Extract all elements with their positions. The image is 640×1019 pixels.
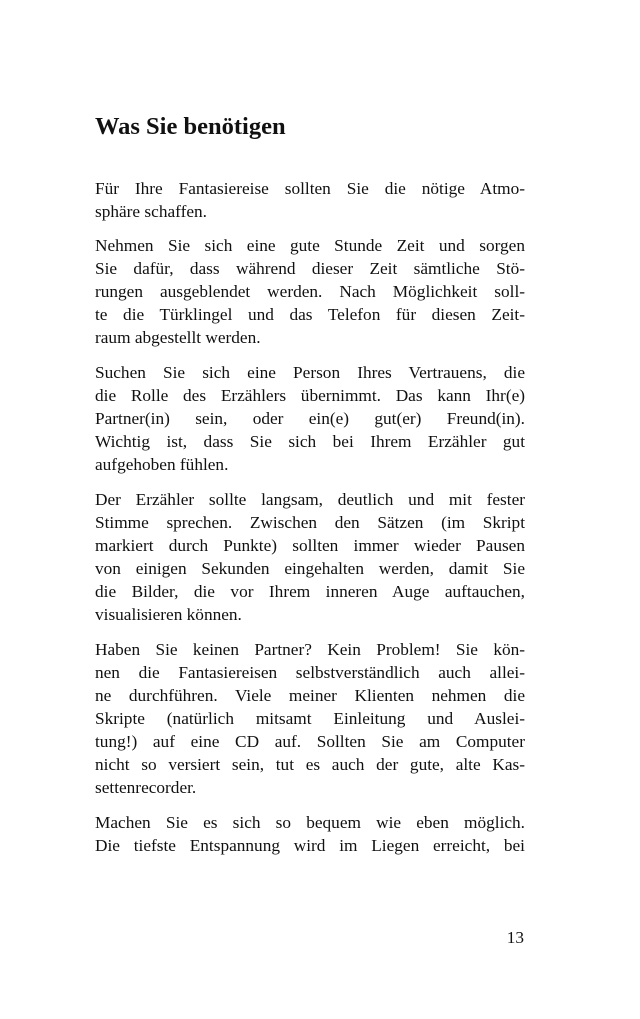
section-heading: Was Sie benötigen [95,113,286,140]
text-line: te die Türklingel und das Telefon für diesen Zeit- [95,305,525,324]
text-line: Suchen Sie sich eine Person Ihres Vertrauens, die [95,363,525,382]
text-line: Sie dafür, dass während dieser Zeit sämtliche Stö- [95,259,525,278]
text-line: rungen ausgeblendet werden. Nach Möglichkeit soll- [95,282,525,301]
text-line: markiert durch Punkte) sollten immer wieder Pausen [95,536,525,555]
text-line: Die tiefste Entspannung wird im Liegen erreicht, bei [95,836,525,855]
text-line: die Bilder, die vor Ihrem inneren Auge auftauchen, [95,582,525,601]
text-line: Wichtig ist, dass Sie sich bei Ihrem Erzähler gut [95,432,525,451]
text-line: die Rolle des Erzählers übernimmt. Das kann Ihr(e) [95,386,525,405]
text-line: Haben Sie keinen Partner? Kein Problem! Sie kön- [95,640,525,659]
text-line: Stimme sprechen. Zwischen den Sätzen (im Skript [95,513,525,532]
text-line: Partner(in) sein, oder ein(e) gut(er) Freund(in). [95,409,525,428]
text-line: nicht so versiert sein, tut es auch der gute, alte Kas- [95,755,525,774]
text-line: Nehmen Sie sich eine gute Stunde Zeit und sorgen [95,236,525,255]
text-line: tung!) auf eine CD auf. Sollten Sie am Computer [95,732,525,751]
text-line: Skripte (natürlich mitsamt Einleitung und Auslei- [95,709,525,728]
text-line: von einigen Sekunden eingehalten werden, damit Sie [95,559,525,578]
page-number: 13 [506,928,524,947]
text-line: raum abgestellt werden. [95,328,261,347]
text-line: nen die Fantasiereisen selbstverständlich auch allei- [95,663,525,682]
text-line: sphäre schaffen. [95,202,207,221]
text-line: aufgehoben fühlen. [95,455,229,474]
text-line: ne durchführen. Viele meiner Klienten nehmen die [95,686,525,705]
text-line: Für Ihre Fantasiereise sollten Sie die nötige Atmo- [95,179,525,198]
text-line: Machen Sie es sich so bequem wie eben möglich. [95,813,525,832]
text-line: settenrecorder. [95,778,197,797]
text-line: Der Erzähler sollte langsam, deutlich und mit fester [95,490,525,509]
text-line: visualisieren können. [95,605,242,624]
